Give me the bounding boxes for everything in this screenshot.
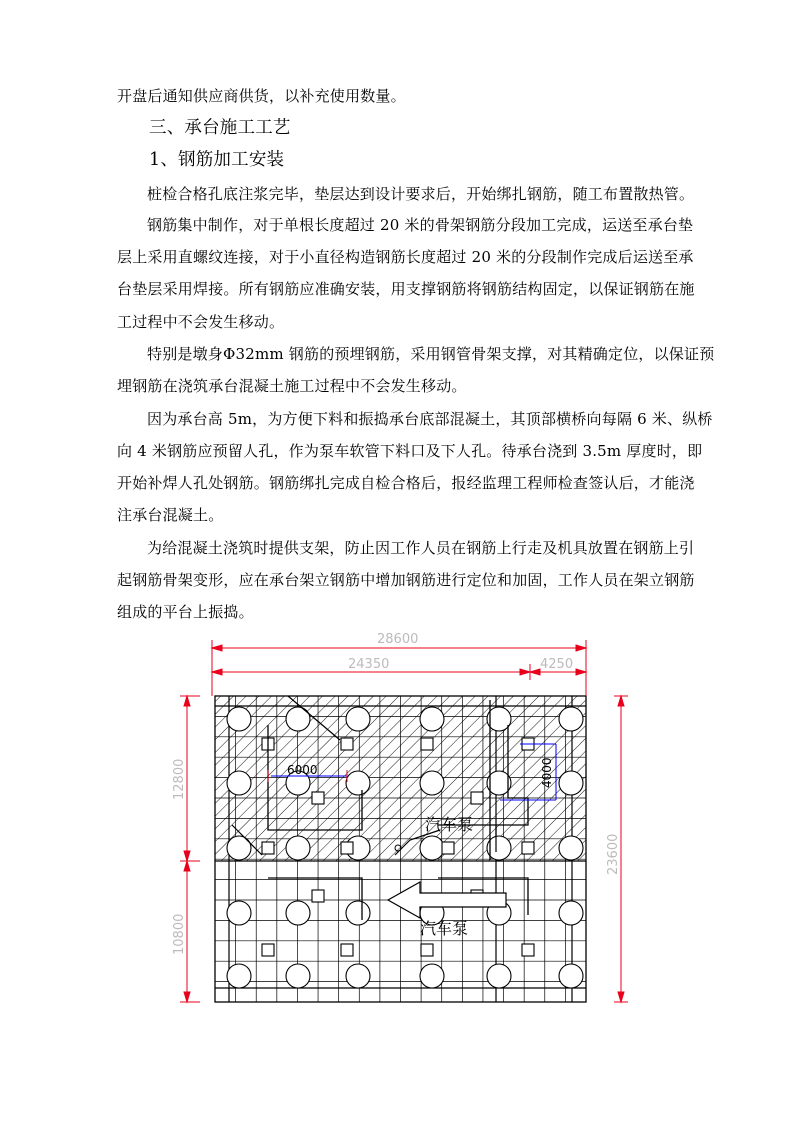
- pile-circle: [286, 707, 310, 731]
- pump-label: 汽车泵: [425, 815, 474, 834]
- paragraph-line: 特别是墩身Φ32mm 钢筋的预埋钢筋，采用钢管骨架支撑，对其精确定位，以保证预: [147, 345, 715, 363]
- pump-label: 汽车泵: [420, 919, 469, 938]
- pile-circle: [487, 964, 511, 988]
- pile-circle: [559, 771, 583, 795]
- dimension-left-width: 24350: [348, 657, 390, 672]
- paragraph-line: 因为承台高 5m，为方便下料和振捣承台底部混凝土，其顶部横桥向每隔 6 米、纵桥: [147, 410, 713, 428]
- pile-circle: [559, 707, 583, 731]
- manhole-square: [262, 842, 274, 854]
- pile-circle: [346, 901, 370, 925]
- paragraph-line: 台垫层采用焊接。所有钢筋应准确安装，用支撑钢筋将钢筋结构固定，以保证钢筋在施: [117, 280, 695, 298]
- pile-circle: [346, 771, 370, 795]
- paragraph-line: 注承台混凝土。: [117, 506, 224, 524]
- dimension-right-width: 4250: [540, 657, 574, 672]
- opening-height-dimension: 4000: [540, 757, 554, 788]
- cap-construction-plan-drawing: [155, 630, 635, 1010]
- pile-circle: [346, 964, 370, 988]
- paragraph-line: 起钢筋骨架变形，应在承台架立钢筋中增加钢筋进行定位和加固，工作人员在架立钢筋: [117, 571, 695, 589]
- pile-circle: [227, 707, 251, 731]
- manhole-square: [312, 792, 324, 804]
- dimension-total-width: 28600: [377, 632, 419, 647]
- manhole-square: [522, 944, 534, 956]
- pile-circle: [420, 964, 444, 988]
- paragraph-line: 开始补焊人孔处钢筋。钢筋绑扎完成自检合格后，报经监理工程师检查签认后，才能浇: [117, 474, 695, 492]
- paragraph-line: 向 4 米钢筋应预留人孔，作为泵车软管下料口及下人孔。待承台浇到 3.5m 厚度时，即: [117, 442, 703, 460]
- paragraph-line: 为给混凝土浇筑时提供支架，防止因工作人员在钢筋上行走及机具放置在钢筋上引: [147, 539, 695, 557]
- pile-circle: [286, 964, 310, 988]
- pile-circle: [420, 836, 444, 860]
- pile-circle: [420, 707, 444, 731]
- paragraph-line: 组成的平台上振捣。: [117, 603, 254, 621]
- paragraph-line: 桩检合格孔底注浆完毕，垫层达到设计要求后，开始绑扎钢筋，随工布置散热管。: [147, 185, 695, 203]
- manhole-square: [341, 738, 353, 750]
- dimension-top-height: 12800: [172, 758, 187, 800]
- pile-circle: [559, 836, 583, 860]
- manhole-square: [421, 738, 433, 750]
- pile-circle: [559, 901, 583, 925]
- paragraph-line: 工过程中不会发生移动。: [117, 313, 285, 331]
- pile-circle: [286, 836, 310, 860]
- manhole-square: [341, 842, 353, 854]
- pile-circle: [559, 964, 583, 988]
- manhole-square: [522, 842, 534, 854]
- dimension-total-height: 23600: [606, 833, 621, 875]
- pile-circle: [286, 901, 310, 925]
- manhole-square: [341, 944, 353, 956]
- text-line: 开盘后通知供应商供货，以补充使用数量。: [117, 87, 406, 105]
- paragraph-line: 钢筋集中制作，对于单根长度超过 20 米的骨架钢筋分段加工完成，运送至承台垫: [147, 216, 694, 234]
- manhole-square: [421, 944, 433, 956]
- manhole-square: [312, 890, 324, 902]
- subsection-heading: 1、钢筋加工安装: [149, 150, 285, 170]
- section-heading: 三、承台施工工艺: [149, 118, 291, 138]
- manhole-square: [262, 944, 274, 956]
- manhole-square: [442, 842, 454, 854]
- pile-circle: [346, 707, 370, 731]
- pile-circle: [227, 964, 251, 988]
- pile-circle: [227, 901, 251, 925]
- paragraph-line: 埋钢筋在浇筑承台混凝土施工过程中不会发生移动。: [117, 377, 467, 395]
- pile-circle: [420, 771, 444, 795]
- paragraph-line: 层上采用直螺纹连接，对于小直径构造钢筋长度超过 20 米的分段制作完成后运送至承: [117, 248, 694, 266]
- pile-circle: [227, 771, 251, 795]
- manhole-square: [471, 792, 483, 804]
- dimension-bottom-height: 10800: [172, 913, 187, 955]
- opening-width-dimension: 6000: [287, 763, 318, 777]
